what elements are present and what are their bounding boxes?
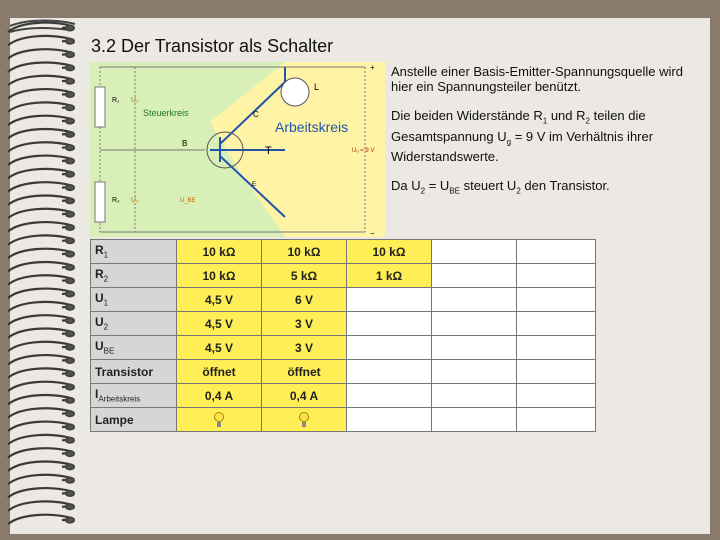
page-title: 3.2 Der Transistor als Schalter [91,36,334,56]
spiral-binding [0,18,80,534]
table-row [91,408,596,432]
row-label: $U_2$ [91,312,177,336]
u2-label: U₂ [131,197,139,204]
emitter-label: E [252,182,257,188]
table-cell: 6 V [262,288,347,312]
table-cell: 0,4 A [262,384,347,408]
empty-cell [517,240,596,264]
ube-label: U_BE [180,198,196,204]
empty-cell [432,264,517,288]
row-label: $R_1$ [91,240,177,264]
empty-cell [517,336,596,360]
circuit-diagram [90,62,385,237]
row-label: $U_{BE}$ [91,336,177,360]
table-cell [347,408,432,432]
table-cell: 3 V [262,336,347,360]
empty-cell [517,312,596,336]
paragraph-3: Da $U_2 = U_{BE}$ steuert $U_2$ den Transistor. [391,178,610,196]
lamp-bulb-icon [214,412,224,428]
table-cell [347,360,432,384]
table-cell: öffnet [262,360,347,384]
empty-cell [517,408,596,432]
table-cell: 1 kΩ [347,264,432,288]
empty-cell [432,240,517,264]
table-cell: 0,4 A [177,384,262,408]
table-row [91,384,596,408]
table-row [91,240,596,264]
empty-cell [432,288,517,312]
transistor-label: T [265,145,272,157]
table-row [91,288,596,312]
row-label: $U_1$ [91,288,177,312]
empty-cell [517,288,596,312]
explanation-text [391,64,691,213]
table-cell: 4,5 V [177,336,262,360]
plus-label: + [370,63,375,72]
empty-cell [517,384,596,408]
collector-label: C [253,110,259,119]
table-row [91,264,596,288]
minus-label: − [370,229,375,237]
table-cell: 10 kΩ [347,240,432,264]
table-row [91,360,596,384]
r2-label: R₂ [112,197,120,204]
table-cell: 10 kΩ [177,240,262,264]
arbeitskreis-label: Arbeitskreis [275,119,349,135]
empty-cell [517,360,596,384]
empty-cell [432,312,517,336]
table-cell [347,384,432,408]
empty-cell [432,384,517,408]
empty-cell [517,264,596,288]
base-label: B [182,139,188,148]
table-cell: 3 V [262,312,347,336]
empty-cell [432,360,517,384]
table-cell: 5 kΩ [262,264,347,288]
table-cell: 10 kΩ [177,264,262,288]
row-label: Transistor [91,360,177,384]
steuerkreis-label: Steuerkreis [143,108,189,118]
table-cell: 4,5 V [177,312,262,336]
table-cell [347,336,432,360]
u1-label: U₁ [131,97,139,104]
table-cell: 10 kΩ [262,240,347,264]
paragraph-1: Anstelle einer Basis-Emitter-Spannungsquelle wird hier ein Spannungsteiler benützt. [391,64,683,94]
row-label: $R_2$ [91,264,177,288]
table-row [91,312,596,336]
values-table [90,239,596,432]
table-cell [347,312,432,336]
table-cell: öffnet [177,360,262,384]
row-label: Lampe [91,408,177,432]
table-cell [347,288,432,312]
paragraph-2: Die beiden Widerstände $R_1$ und $R_2$ teilen die Gesamtspannung $U_g = 9$ V im Verhältnis ihrer Widerstandswerte. [391,108,654,165]
ug-label: Uₒ = 9 V [352,148,375,154]
empty-cell [432,336,517,360]
lamp-bulb-icon [299,412,309,428]
table-cell [177,408,262,432]
lamp-label: L [314,82,320,92]
r1-label: R₁ [112,97,120,104]
empty-cell [432,408,517,432]
table-cell [262,408,347,432]
table-row [91,336,596,360]
table-cell: 4,5 V [177,288,262,312]
row-label: $I_{Arbeitskreis}$ [91,384,177,408]
